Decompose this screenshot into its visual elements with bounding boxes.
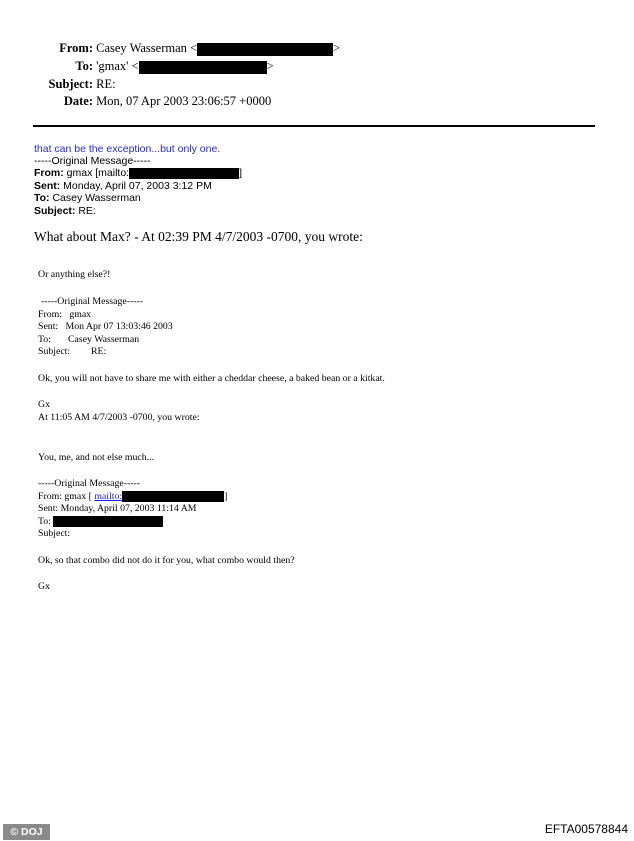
body-attribution: At 11:05 AM 4/7/2003 -0700, you wrote: xyxy=(38,411,200,423)
quote1-from-label: From: xyxy=(34,167,64,179)
body-you-me: You, me, and not else much... xyxy=(38,452,155,463)
to-label: To: xyxy=(75,59,93,73)
date-value: Mon, 07 Apr 2003 23:06:57 +0000 xyxy=(96,94,272,108)
quote3-to-label: To: xyxy=(38,515,51,527)
quote1-to-label: To: xyxy=(34,192,50,204)
quote1-from-row xyxy=(34,167,242,180)
quote2-to-label: To: xyxy=(38,333,51,345)
quote3-from-row xyxy=(38,491,227,504)
reply-text: that can be the exception...but only one. xyxy=(34,143,221,155)
quote2-from-label: From: xyxy=(38,308,62,320)
quote1-subject-value: RE: xyxy=(75,204,96,217)
quote2-from-value: gmax xyxy=(69,308,92,320)
redacted-email xyxy=(129,168,239,179)
body-signature-gx: Gx xyxy=(38,399,50,410)
quote1-sent-value: Monday, April 07, 2003 3:12 PM xyxy=(60,179,212,192)
quote2-to-value: Casey Wasserman xyxy=(68,333,140,345)
to-close: > xyxy=(266,59,274,73)
header-divider xyxy=(33,125,595,127)
quote3-divider: -----Original Message----- xyxy=(38,478,141,489)
from-label: From: xyxy=(59,41,93,55)
quote3-to-row xyxy=(38,516,163,529)
doj-watermark: © DOJ xyxy=(3,824,50,840)
redacted-recipient xyxy=(53,516,163,527)
quote2-sent-label: Sent: xyxy=(38,321,59,332)
quote1-subject-row xyxy=(34,205,96,218)
quote2-subject-label: Subject: xyxy=(38,346,71,357)
body-signature-gx-2: Gx xyxy=(38,581,50,592)
redacted-email xyxy=(139,61,267,74)
date-label: Date: xyxy=(63,94,93,108)
quote2-divider: -----Original Message----- xyxy=(41,296,144,307)
quote1-from-value: gmax [mailto: xyxy=(63,167,130,179)
quote3-from-prefix: From: gmax [ xyxy=(38,490,95,502)
quote2-subject-row xyxy=(38,346,106,359)
to-name: 'gmax' < xyxy=(96,59,139,73)
quote2-to-row xyxy=(38,334,139,347)
quote1-from-close: ] xyxy=(239,167,243,179)
body-what-about-max: What about Max? - At 02:39 PM 4/7/2003 -0700, you wrote: xyxy=(34,229,363,244)
quote1-sent-label: Sent: xyxy=(34,179,61,192)
quote1-to-value: Casey Wasserman xyxy=(49,192,141,204)
quote1-to-row xyxy=(34,192,141,205)
header-from-row xyxy=(40,40,340,56)
body-ok-cheddar: Ok, you will not have to share me with either a cheddar cheese, a baked bean or a kitkat. xyxy=(38,373,385,384)
redacted-email xyxy=(197,43,333,56)
from-name: Casey Wasserman < xyxy=(96,41,198,55)
redacted-email xyxy=(122,491,224,502)
subject-label: Subject: xyxy=(48,77,93,91)
quote1-divider: -----Original Message----- xyxy=(34,155,151,167)
bates-number: EFTA00578844 xyxy=(544,822,628,836)
subject-value: RE: xyxy=(96,77,116,91)
body-or-anything-else: Or anything else?! xyxy=(38,269,111,280)
header-subject-row xyxy=(40,76,116,92)
body-combo: Ok, so that combo did not do it for you, what combo would then? xyxy=(38,555,295,566)
quote3-sent-row: Sent: Monday, April 07, 2003 11:14 AM xyxy=(38,503,197,514)
quote2-subject-value: RE: xyxy=(91,346,107,357)
quote2-sent-value: Mon Apr 07 13:03:46 2003 xyxy=(65,321,173,332)
quote3-from-close: ] xyxy=(224,490,228,502)
header-date-row xyxy=(40,93,271,109)
quote2-from-row xyxy=(38,309,91,322)
quote3-subject-row: Subject: xyxy=(38,528,71,539)
quote1-subject-label: Subject: xyxy=(34,204,76,217)
header-to-row xyxy=(40,58,274,74)
quote1-sent-row xyxy=(34,180,212,193)
mailto-link[interactable]: mailto: xyxy=(94,490,123,502)
from-close: > xyxy=(333,41,341,55)
quote2-sent-row xyxy=(38,321,173,334)
